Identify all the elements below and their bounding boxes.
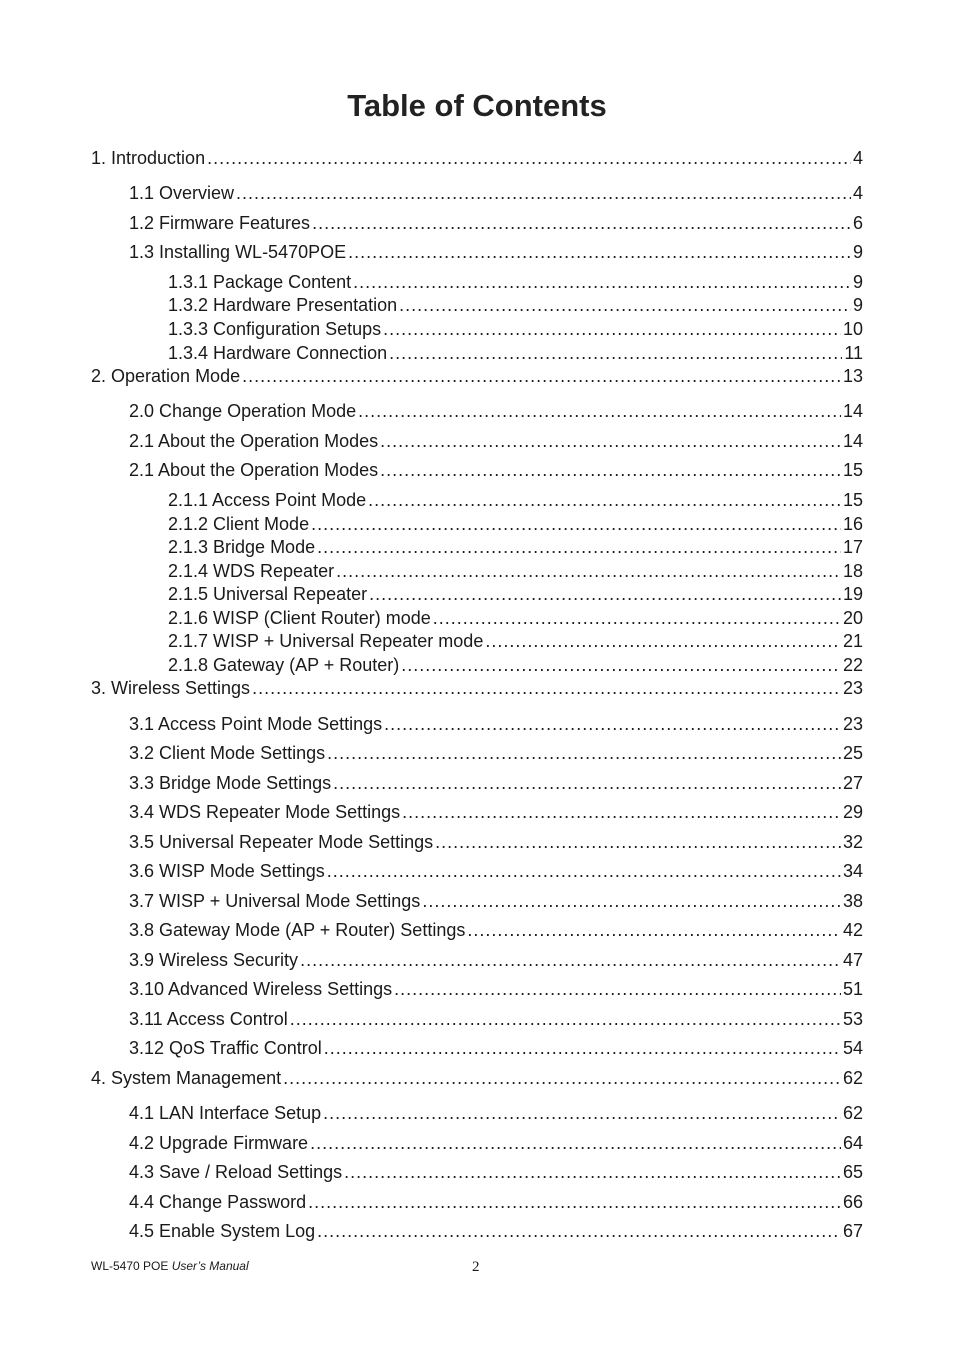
toc-entry[interactable] — [129, 459, 863, 481]
toc-entry-page: 4 — [852, 148, 863, 168]
toc-entry-label: 2.0 Change Operation Mode — [129, 401, 357, 421]
toc-leader-dots — [384, 713, 841, 735]
toc-leader-dots — [300, 949, 841, 971]
toc-entry[interactable] — [129, 713, 863, 735]
toc-entry-label: 3.11 Access Control — [129, 1009, 288, 1029]
toc-leader-dots — [236, 182, 851, 204]
toc-entry-label: 2.1.8 Gateway (AP + Router) — [168, 655, 400, 675]
toc-entry-page: 64 — [842, 1133, 863, 1153]
toc-entry-page: 9 — [852, 272, 863, 292]
toc-leader-dots — [317, 1220, 841, 1242]
toc-entry[interactable] — [168, 630, 863, 652]
toc-entry-page: 34 — [842, 861, 863, 881]
toc-entry-label: 2.1.2 Client Mode — [168, 514, 310, 534]
toc-leader-dots — [333, 772, 841, 794]
toc-leader-dots — [389, 342, 842, 364]
toc-leader-dots — [348, 241, 851, 263]
toc-leader-dots — [435, 831, 841, 853]
toc-entry-page: 9 — [852, 295, 863, 315]
toc-entry-page: 18 — [842, 561, 863, 581]
toc-leader-dots — [252, 677, 841, 699]
toc-entry[interactable] — [129, 949, 863, 971]
toc-entry[interactable] — [168, 536, 863, 558]
toc-leader-dots — [324, 1037, 841, 1059]
toc-leader-dots — [308, 1191, 841, 1213]
toc-entry-label: 4.1 LAN Interface Setup — [129, 1103, 322, 1123]
toc-leader-dots — [394, 978, 841, 1000]
toc-entry[interactable] — [129, 831, 863, 853]
toc-entry-page: 6 — [852, 213, 863, 233]
toc-entry-page: 62 — [842, 1103, 863, 1123]
toc-entry-label: 3. Wireless Settings — [91, 678, 251, 698]
toc-entry-label: 2.1.5 Universal Repeater — [168, 584, 368, 604]
toc-entry[interactable] — [168, 607, 863, 629]
toc-entry[interactable] — [129, 212, 863, 234]
toc-entry-page: 19 — [842, 584, 863, 604]
toc-entry[interactable] — [129, 182, 863, 204]
toc-entry-label: 1.3.4 Hardware Connection — [168, 343, 388, 363]
toc-entry-label: 1.3.3 Configuration Setups — [168, 319, 382, 339]
toc-entry[interactable] — [129, 430, 863, 452]
toc-entry-label: 3.3 Bridge Mode Settings — [129, 773, 332, 793]
toc-entry-label: 3.9 Wireless Security — [129, 950, 299, 970]
toc-leader-dots — [402, 801, 841, 823]
toc-leader-dots — [207, 147, 851, 169]
toc-leader-dots — [312, 212, 851, 234]
toc-entry-label: 2.1 About the Operation Modes — [129, 431, 379, 451]
toc-entry-label: 1.2 Firmware Features — [129, 213, 311, 233]
toc-entry-page: 42 — [842, 920, 863, 940]
toc-entry[interactable] — [91, 365, 863, 387]
toc-entry[interactable] — [168, 294, 863, 316]
toc-entry[interactable] — [129, 1102, 863, 1124]
toc-entry-page: 53 — [842, 1009, 863, 1029]
toc-entry[interactable] — [129, 978, 863, 1000]
toc-leader-dots — [336, 560, 841, 582]
toc-leader-dots — [323, 1102, 841, 1124]
toc-entry-page: 62 — [842, 1068, 863, 1088]
toc-entry-page: 15 — [842, 490, 863, 510]
toc-entry-page: 14 — [842, 401, 863, 421]
toc-entry-label: 3.4 WDS Repeater Mode Settings — [129, 802, 401, 822]
toc-entry[interactable] — [168, 583, 863, 605]
toc-entry-page: 47 — [842, 950, 863, 970]
toc-entry-label: 3.6 WISP Mode Settings — [129, 861, 325, 881]
toc-entry-page: 51 — [842, 979, 863, 999]
toc-entry-label: 1.3.2 Hardware Presentation — [168, 295, 398, 315]
toc-entry-label: 3.12 QoS Traffic Control — [129, 1038, 322, 1058]
toc-entry-page: 4 — [852, 183, 863, 203]
toc-entry-page: 29 — [842, 802, 863, 822]
toc-entry-label: 3.8 Gateway Mode (AP + Router) Settings — [129, 920, 466, 940]
toc-entry[interactable] — [129, 890, 863, 912]
toc-entry-page: 65 — [842, 1162, 863, 1182]
toc-entry-page: 38 — [842, 891, 863, 911]
toc-entry-page: 21 — [842, 631, 863, 651]
toc-leader-dots — [283, 1067, 841, 1089]
toc-leader-dots — [353, 271, 851, 293]
toc-entry[interactable] — [129, 1191, 863, 1213]
toc-leader-dots — [317, 536, 841, 558]
toc-entry-page: 32 — [842, 832, 863, 852]
toc-entry[interactable] — [129, 1220, 863, 1242]
toc-entry-page: 11 — [844, 343, 863, 363]
toc-entry[interactable] — [129, 400, 863, 422]
toc-entry-label: 3.10 Advanced Wireless Settings — [129, 979, 393, 999]
toc-leader-dots — [327, 860, 841, 882]
toc-leader-dots — [242, 365, 841, 387]
toc-entry[interactable] — [129, 919, 863, 941]
toc-leader-dots — [485, 630, 841, 652]
toc-leader-dots — [467, 919, 841, 941]
toc-entry[interactable] — [168, 318, 863, 340]
toc-entry-label: 4. System Management — [91, 1068, 282, 1088]
toc-entry-page: 23 — [842, 678, 863, 698]
toc-entry-label: 2.1 About the Operation Modes — [129, 460, 379, 480]
toc-entry-page: 16 — [842, 514, 863, 534]
toc-leader-dots — [358, 400, 841, 422]
toc-entry-label: 3.1 Access Point Mode Settings — [129, 714, 383, 734]
toc-entry-label: 2.1.7 WISP + Universal Repeater mode — [168, 631, 484, 651]
toc-leader-dots — [290, 1008, 841, 1030]
toc-entry-label: 2. Operation Mode — [91, 366, 241, 386]
toc-entry-page: 13 — [842, 366, 863, 386]
toc-entry-label: 2.1.1 Access Point Mode — [168, 490, 367, 510]
toc-entry-label: 4.3 Save / Reload Settings — [129, 1162, 343, 1182]
toc-leader-dots — [369, 583, 841, 605]
toc-entry[interactable] — [168, 342, 863, 364]
toc-entry-label: 3.5 Universal Repeater Mode Settings — [129, 832, 434, 852]
toc-entry[interactable] — [129, 1132, 863, 1154]
toc-entry-page: 15 — [842, 460, 863, 480]
toc-entry-label: 2.1.6 WISP (Client Router) mode — [168, 608, 431, 628]
footer-page-number: 2 — [472, 1259, 480, 1275]
footer-product-name: WL-5470 POE — [91, 1259, 169, 1273]
toc-entry[interactable] — [168, 513, 863, 535]
toc-leader-dots — [380, 430, 841, 452]
toc-entry-label: 2.1.4 WDS Repeater — [168, 561, 335, 581]
toc-entry[interactable] — [129, 860, 863, 882]
toc-leader-dots — [344, 1161, 841, 1183]
toc-leader-dots — [368, 489, 841, 511]
toc-leader-dots — [433, 607, 841, 629]
toc-entry[interactable] — [91, 677, 863, 699]
toc-entry[interactable] — [129, 1008, 863, 1030]
toc-entry[interactable] — [168, 560, 863, 582]
toc-entry-label: 1.1 Overview — [129, 183, 235, 203]
toc-entry[interactable] — [91, 147, 863, 169]
toc-leader-dots — [399, 294, 851, 316]
toc-leader-dots — [310, 1132, 841, 1154]
toc-entry[interactable] — [168, 271, 863, 293]
toc-entry-page: 9 — [852, 242, 863, 262]
toc-entry-page: 14 — [842, 431, 863, 451]
toc-entry-page: 23 — [842, 714, 863, 734]
page-title: Table of Contents — [347, 88, 607, 123]
toc-entry-label: 1.3.1 Package Content — [168, 272, 352, 292]
toc-entry-label: 3.2 Client Mode Settings — [129, 743, 326, 763]
toc-entry-page: 54 — [842, 1038, 863, 1058]
toc-leader-dots — [311, 513, 841, 535]
toc-entry-page: 27 — [842, 773, 863, 793]
footer-product — [91, 1259, 249, 1273]
toc-entry-page: 25 — [842, 743, 863, 763]
toc-leader-dots — [401, 654, 841, 676]
toc-entry[interactable] — [168, 489, 863, 511]
toc-entry[interactable] — [129, 241, 863, 263]
toc-leader-dots — [383, 318, 841, 340]
toc-entry-page: 22 — [842, 655, 863, 675]
toc-entry-label: 1.3 Installing WL-5470POE — [129, 242, 347, 262]
toc-entry-page: 20 — [842, 608, 863, 628]
toc-entry[interactable] — [129, 772, 863, 794]
toc-entry[interactable] — [129, 1037, 863, 1059]
toc-entry-page: 67 — [842, 1221, 863, 1241]
toc-leader-dots — [422, 890, 841, 912]
toc-entry-label: 2.1.3 Bridge Mode — [168, 537, 316, 557]
toc-entry[interactable] — [129, 742, 863, 764]
toc-entry-label: 4.4 Change Password — [129, 1192, 307, 1212]
toc-leader-dots — [327, 742, 841, 764]
toc-leader-dots — [380, 459, 841, 481]
toc-entry[interactable] — [168, 654, 863, 676]
toc-entry-label: 1. Introduction — [91, 148, 206, 168]
toc-entry-page: 17 — [842, 537, 863, 557]
toc-entry-label: 4.2 Upgrade Firmware — [129, 1133, 309, 1153]
toc-entry-label: 4.5 Enable System Log — [129, 1221, 316, 1241]
footer-manual-label: User’s Manual — [171, 1259, 249, 1273]
toc-entry[interactable] — [129, 801, 863, 823]
toc-entry-page: 10 — [842, 319, 863, 339]
toc-entry-label: 3.7 WISP + Universal Mode Settings — [129, 891, 421, 911]
toc-entry[interactable] — [129, 1161, 863, 1183]
toc-entry[interactable] — [91, 1067, 863, 1089]
toc-entry-page: 66 — [842, 1192, 863, 1212]
